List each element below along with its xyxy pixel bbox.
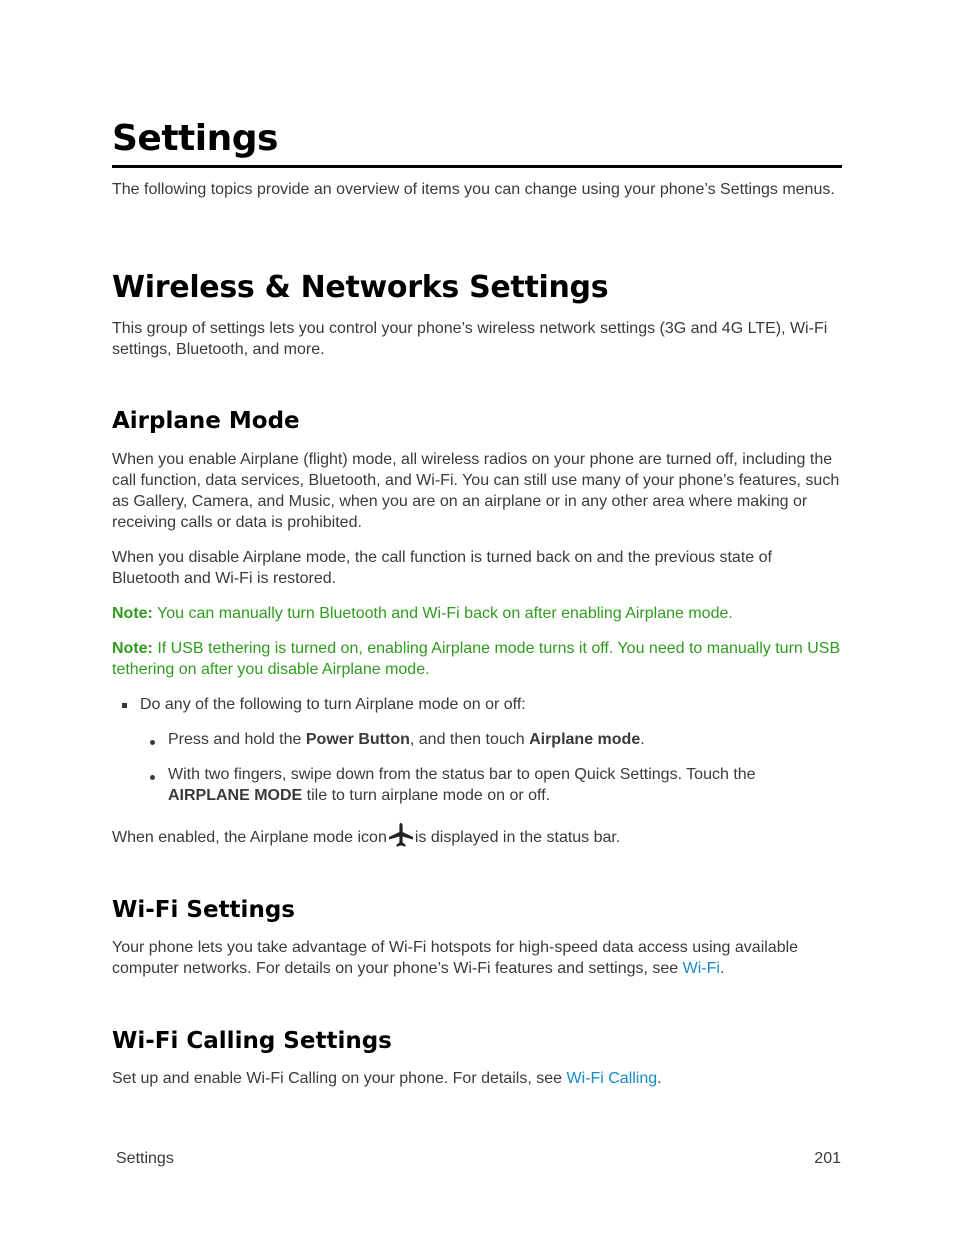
wifi-heading: Wi-Fi Settings	[112, 897, 295, 923]
airplane-mode-label: Airplane mode	[529, 731, 641, 748]
enabled-text	[112, 822, 842, 848]
wifi-calling-heading: Wi-Fi Calling Settings	[112, 1028, 392, 1054]
airplane-para1: When you enable Airplane (flight) mode, all wireless radios on your phone are turned off, including the call function, data services, Bluetooth, and Wi-Fi. You can still use many of your phone’s features, such as Gallery, Camera, and Music, when you are on an airplane or in any other area where making or receiving calls or data is prohibited.	[112, 451, 840, 531]
page-title: Settings	[112, 118, 278, 159]
note-2	[112, 638, 842, 680]
wifi-link[interactable]: Wi-Fi	[682, 960, 720, 977]
airplane-icon	[387, 822, 415, 848]
airplane-heading: Airplane Mode	[112, 408, 300, 434]
page-number: 201	[814, 1150, 841, 1167]
sub-bullet-text: Press and hold the	[168, 731, 306, 748]
footer-section: Settings	[116, 1150, 174, 1167]
wifi-calling-text	[112, 1068, 842, 1089]
wireless-text: This group of settings lets you control your phone’s wireless network settings (3G and 4G LTE), Wi-Fi settings, Bluetooth, and more.	[112, 320, 828, 358]
wifi-calling-link[interactable]: Wi-Fi Calling	[566, 1070, 658, 1087]
note-text: If USB tethering is turned on, enabling Airplane mode turns it off. You need to manually turn USB tethering on after you disable Airplane mode.	[112, 640, 841, 678]
note-text: You can manually turn Bluetooth and Wi-Fi back on after enabling Airplane mode.	[152, 605, 733, 622]
wifi-calling-text-body: Set up and enable Wi-Fi Calling on your phone. For details, see	[112, 1070, 567, 1087]
note-label: Note:	[112, 640, 153, 657]
enabled-text-post: is displayed in the status bar.	[414, 829, 621, 846]
round-bullet-icon	[150, 740, 155, 745]
wifi-calling-text-end: .	[657, 1070, 662, 1087]
round-bullet-icon	[150, 775, 155, 780]
intro-text: The following topics provide an overview of items you can change using your phone’s Settings menus.	[112, 181, 835, 198]
square-bullet-icon	[122, 703, 127, 708]
note-label: Note:	[112, 605, 153, 622]
wireless-heading: Wireless & Networks Settings	[112, 270, 609, 305]
title-divider	[112, 165, 842, 168]
bullet-item: Do any of the following to turn Airplane mode on or off:	[140, 696, 526, 713]
airplane-mode-tile-label: AIRPLANE MODE	[168, 787, 303, 804]
sub-bullet-text: tile to turn airplane mode on or off.	[302, 787, 551, 804]
power-button-label: Power Button	[305, 731, 410, 748]
enabled-text-pre: When enabled, the Airplane mode icon	[112, 829, 387, 846]
sub-bullet-text: .	[640, 731, 645, 748]
sub-bullet-text: With two fingers, swipe down from the status bar to open Quick Settings. Touch the	[168, 766, 756, 783]
airplane-para2: When you disable Airplane mode, the call function is turned back on and the previous state of Bluetooth and Wi-Fi is restored.	[112, 549, 772, 587]
wifi-text-end: .	[719, 960, 725, 977]
sub-bullet-2	[168, 764, 808, 806]
sub-bullet-text: , and then touch	[409, 731, 530, 748]
note-1	[112, 603, 842, 624]
sub-bullet-1	[168, 729, 840, 750]
wifi-text	[112, 937, 842, 979]
wifi-text-body: Your phone lets you take advantage of Wi-Fi hotspots for high-speed data access using available computer networks. For details on your phone’s Wi-Fi features and settings, see	[112, 939, 799, 977]
